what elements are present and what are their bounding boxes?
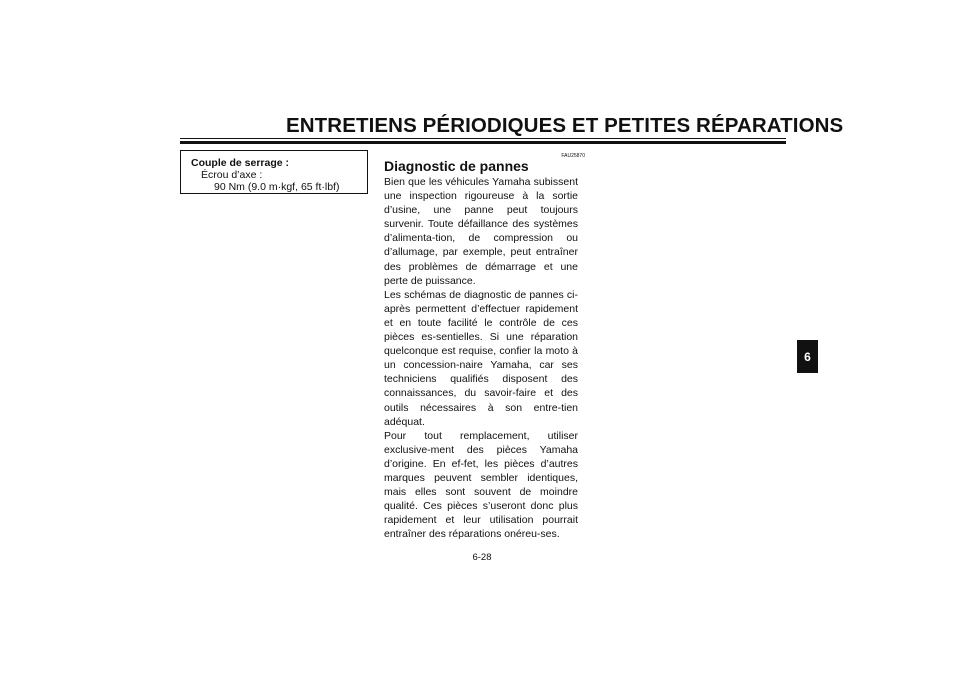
page-number: 6-28 <box>472 552 492 563</box>
torque-spec-box <box>180 150 368 194</box>
title-rule-thin <box>180 138 786 139</box>
torque-value: 90 Nm (9.0 m·kgf, 65 ft·lbf) <box>214 181 340 193</box>
paragraph: Pour tout remplacement, utiliser exclusive-ment des pièces Yamaha d’origine. En ef-fet, les pièces d’autres marques peuvent sembler identiques, mais elles sont souvent de moindre qualité. Ces pièces s’useront donc plus rapidement et leur utilisation pourrait entraîner des réparations onéreu-ses. <box>384 429 578 541</box>
reference-code: FAU25870 <box>561 153 585 159</box>
torque-label: Couple de serrage : <box>191 157 290 169</box>
chapter-tab: 6 <box>797 340 818 373</box>
paragraph: Bien que les véhicules Yamaha subissent une inspection rigoureuse à la sortie d’usine, une panne peut toujours survenir. Toute défaillance des systèmes d’alimenta-tion, de compression ou d’allumage, par exemple, peut entraîner des problèmes de démarrage et une perte de puissance. <box>384 176 578 287</box>
page-title: ENTRETIENS PÉRIODIQUES ET PETITES RÉPARATIONS <box>286 114 844 137</box>
section-heading: Diagnostic de pannes <box>384 158 529 174</box>
section-body <box>384 175 578 541</box>
title-rule-thick <box>180 141 786 144</box>
paragraph: Les schémas de diagnostic de pannes ci-après permettent d’effectuer rapidement et en toute facilité le contrôle de ces pièces es-sentielles. Si une réparation quelconque est requise, confier la moto à un concession-naire Yamaha, car ses techniciens qualifiés disposent des connaissances, du savoir-faire et des outils nécessaires à son entre-tien adéquat. <box>384 288 578 428</box>
torque-item: Écrou d’axe : <box>201 169 263 181</box>
